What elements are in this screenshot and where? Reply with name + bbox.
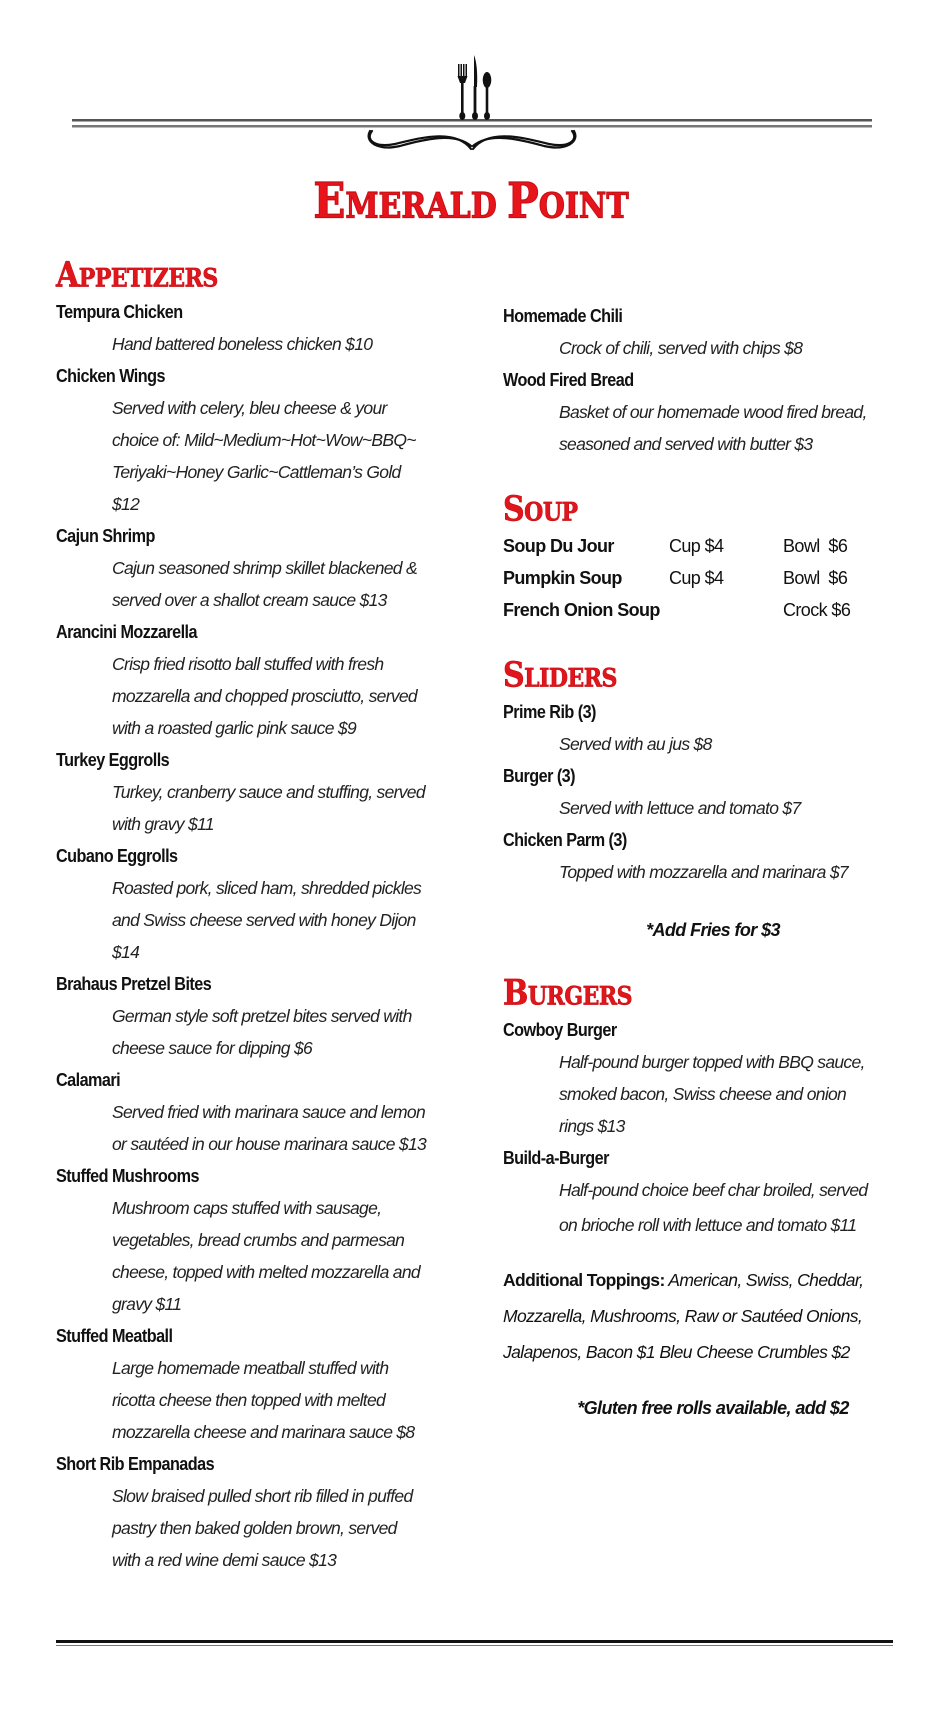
item-description: with a roasted garlic pink sauce $9 [112,718,356,738]
item-description: Roasted pork, sliced ham, shredded pickles [112,878,422,898]
item-description: Topped with mozzarella and marinara $7 [559,862,848,882]
menu-item [56,1160,466,1320]
soup-name: French Onion Soup [503,600,660,620]
item-description: Half-pound burger topped with BBQ sauce, [559,1052,865,1072]
item-price: $12 [112,494,140,514]
footer-rule [56,1640,893,1646]
menu-item [56,296,466,360]
item-name: Cowboy Burger [503,1020,617,1040]
menu-item [503,300,923,364]
item-description: Large homemade meatball stuffed with [112,1358,389,1378]
item-description: Served fried with marinara sauce and lemon [112,1102,425,1122]
item-name: Short Rib Empanadas [56,1454,215,1474]
menu-item [56,1320,466,1448]
soup-crock-price: Crock $6 [783,600,851,620]
soup-cup-price: Cup $4 [669,536,724,556]
item-description: with gravy $11 [112,814,214,834]
item-name: Brahaus Pretzel Bites [56,974,212,994]
soup-cup-price [669,594,783,626]
item-description: with a red wine demi sauce $13 [112,1550,337,1570]
right-column [503,300,923,1424]
item-name: Tempura Chicken [56,302,183,322]
header-ornament [0,0,942,160]
section-heading-sliders: SLIDERS [503,655,617,696]
menu-item [503,696,923,760]
menu-item [503,1142,923,1244]
item-description: German style soft pretzel bites served with [112,1006,412,1026]
menu-item [503,364,923,460]
menu-item [503,760,923,824]
item-name: Chicken Parm (3) [503,830,627,850]
item-description: seasoned and served with butter $3 [559,434,813,454]
section-heading-soup: SOUP [503,489,578,530]
item-description: Cajun seasoned shrimp skillet blackened & [112,558,417,578]
item-description: ricotta cheese then topped with melted [112,1390,386,1410]
menu-item [56,1448,466,1576]
spoon-icon [483,72,492,120]
item-description: Turkey, cranberry sauce and stuffing, served [112,782,425,802]
toppings-text: American, Swiss, Cheddar, [664,1270,864,1290]
menu-item [56,616,466,744]
item-description: mozzarella cheese and marinara sauce $8 [112,1422,415,1442]
item-description: gravy $11 [112,1294,182,1314]
soup-name: Soup Du Jour [503,536,614,556]
menu-item [503,824,923,888]
knife-icon [472,55,478,120]
item-name: Arancini Mozzarella [56,622,197,642]
menu-item [56,520,466,616]
item-description: smoked bacon, Swiss cheese and onion [559,1084,847,1104]
item-description: choice of: Mild~Medium~Hot~Wow~BBQ~ [112,430,416,450]
item-description: Basket of our homemade wood fired bread, [559,402,867,422]
section-heading-appetizers: APPETIZERS [56,255,218,296]
item-price: $14 [112,942,140,962]
gluten-free-note: *Gluten free rolls available, add $2 [577,1398,849,1418]
item-description: vegetables, bread crumbs and parmesan [112,1230,405,1250]
item-description: or sautéed in our house marinara sauce $13 [112,1134,427,1154]
item-description: Crisp fried risotto ball stuffed with fresh [112,654,384,674]
soup-name: Pumpkin Soup [503,568,622,588]
item-name: Stuffed Mushrooms [56,1166,199,1186]
menu-item [56,840,466,968]
item-description: Slow braised pulled short rib filled in puffed [112,1486,413,1506]
toppings-text: Jalapenos, Bacon $1 Bleu Cheese Crumbles $2 [503,1342,850,1362]
item-name: Wood Fired Bread [503,370,634,390]
toppings-text: Mozzarella, Mushrooms, Raw or Sautéed Onions, [503,1306,863,1326]
menu-item [56,1064,466,1160]
item-description: Served with au jus $8 [559,734,712,754]
item-name: Prime Rib (3) [503,702,596,722]
item-name: Chicken Wings [56,366,165,386]
menu-item [56,968,466,1064]
soup-row [503,530,923,562]
item-description: cheese, topped with melted mozzarella and [112,1262,420,1282]
additional-toppings [503,1262,923,1370]
toppings-label: Additional Toppings: [503,1270,665,1290]
header-rule-bottom [72,125,872,128]
item-name: Turkey Eggrolls [56,750,170,770]
item-name: Homemade Chili [503,306,623,326]
item-description: rings $13 [559,1116,625,1136]
item-name: Build-a-Burger [503,1148,609,1168]
soup-bowl-price: Bowl $6 [783,568,848,588]
item-name: Burger (3) [503,766,576,786]
item-description: and Swiss cheese served with honey Dijon [112,910,416,930]
footer-rule-thick [56,1640,893,1643]
footer-rule-thin [56,1645,893,1646]
left-column [56,256,466,1576]
item-description: Hand battered boneless chicken $10 [112,334,373,354]
item-description: Mushroom caps stuffed with sausage, [112,1198,382,1218]
item-name: Cubano Eggrolls [56,846,178,866]
item-name: Stuffed Meatball [56,1326,173,1346]
item-description: Served with lettuce and tomato $7 [559,798,801,818]
soup-row [503,562,923,594]
section-heading-burgers: BURGERS [503,973,633,1014]
item-description: pastry then baked golden brown, served [112,1518,397,1538]
soup-cup-price: Cup $4 [669,568,724,588]
item-description: served over a shallot cream sauce $13 [112,590,387,610]
header-rule-top [72,119,872,122]
restaurant-title: EMERALD POINT [313,172,629,230]
soup-table [503,530,923,626]
sliders-note: *Add Fries for $3 [646,920,780,940]
menu-item [503,1014,923,1142]
menu-item [56,744,466,840]
item-name: Calamari [56,1070,121,1090]
menu-item [56,360,466,520]
item-description: Served with celery, bleu cheese & your [112,398,387,418]
fork-icon [458,64,468,120]
item-description: cheese sauce for dipping $6 [112,1038,313,1058]
scroll-flourish [369,131,576,149]
item-description: on brioche roll with lettuce and tomato $11 [559,1215,857,1235]
item-description: Teriyaki~Honey Garlic~Cattleman’s Gold [112,462,401,482]
item-description: Crock of chili, served with chips $8 [559,338,803,358]
item-description: mozzarella and chopped prosciutto, served [112,686,417,706]
item-description: Half-pound choice beef char broiled, served [559,1180,868,1200]
item-name: Cajun Shrimp [56,526,155,546]
soup-row [503,594,923,626]
soup-bowl-price: Bowl $6 [783,536,848,556]
